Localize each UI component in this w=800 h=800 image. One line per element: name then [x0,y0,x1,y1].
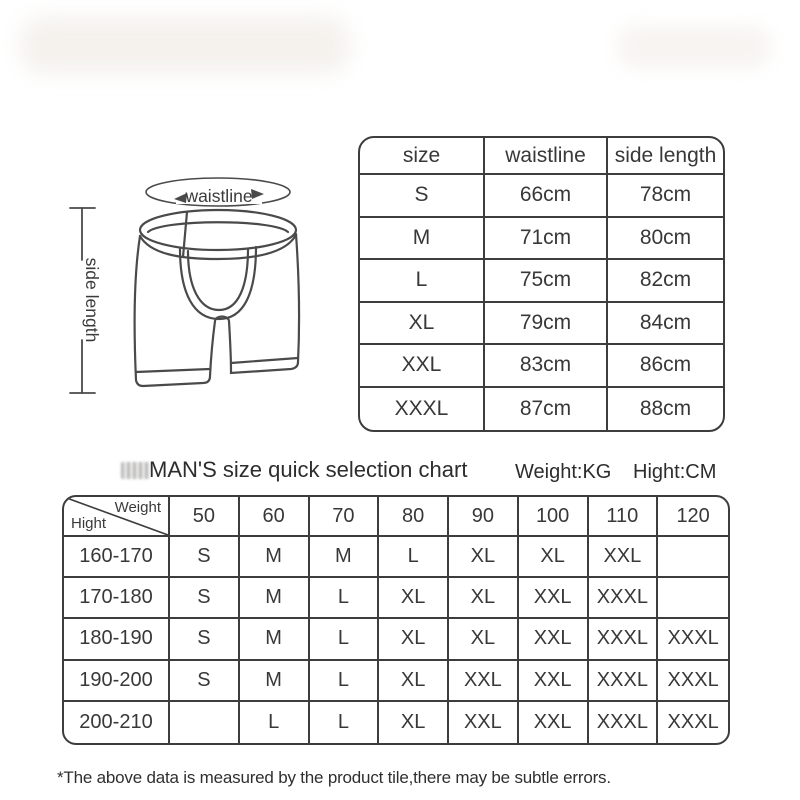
size-cell: XXL [360,345,485,388]
height-range-cell: 200-210 [64,702,170,743]
size-cell: XL [519,537,589,578]
size-cell: L [310,619,380,660]
side-length-column-header: side length [608,138,723,175]
waistline-cell: 71cm [485,218,608,261]
side-length-cell: 88cm [639,396,692,420]
size-cell: XXL [449,661,519,702]
size-cell [658,537,728,578]
weight-header-cell: 70 [310,497,380,537]
height-range-cell: 170-180 [64,578,170,619]
waistline-cell: 75cm [485,260,608,303]
weight-unit-label: Weight:KG [515,461,612,483]
size-cell: XXXL [658,619,728,660]
size-cell: XXL [519,661,589,702]
size-cell: XXXL [667,710,719,733]
chart-title: MAN'S size quick selection chart [149,457,468,482]
side-length-cell: 82cm [608,260,723,303]
weight-header-cell: 120 [658,497,728,537]
size-cell: L [310,702,380,743]
size-cell: M [310,537,380,578]
size-cell: S [170,578,240,619]
weight-header-cell: 50 [170,497,240,537]
size-cell: XL [449,619,519,660]
boxer-shorts-illustration [50,146,330,424]
weight-header-cell: 60 [240,497,310,537]
size-cell: XL [449,578,519,619]
size-cell: XXL [519,702,589,743]
size-cell: XL [379,578,449,619]
size-cell: M [240,661,310,702]
size-cell: XL [379,619,449,660]
size-cell: L [310,661,380,702]
disclaimer-footnote: *The above data is measured by the product tile,there may be subtle errors. [57,768,611,787]
weight-header-cell: 110 [589,497,659,537]
side-length-label: side length [82,257,102,343]
waistline-cell: 79cm [485,303,608,346]
size-cell [658,578,728,619]
measurement-table [358,136,725,432]
size-cell: M [240,619,310,660]
size-cell: XXXL [360,388,485,431]
size-cell: XL [379,661,449,702]
waistline-cell: 83cm [485,345,608,388]
weight-header-cell: 80 [379,497,449,537]
size-cell: XXL [589,537,659,578]
size-cell: XXXL [658,661,728,702]
corner-header-cell [64,497,170,537]
corner-weight-label: Weight [114,499,161,516]
size-cell [170,702,240,743]
height-range-cell: 160-170 [64,537,170,578]
size-cell: XXXL [589,578,659,619]
weight-header-cell: 100 [519,497,589,537]
size-cell: M [240,578,310,619]
size-cell: S [360,175,485,218]
size-selection-table [62,495,730,745]
size-column-header: size [360,138,485,175]
size-cell: L [379,537,449,578]
size-cell: L [360,260,485,303]
size-cell: S [170,537,240,578]
size-cell: XXL [519,619,589,660]
size-cell: XXXL [589,619,659,660]
height-range-cell: 190-200 [64,661,170,702]
size-cell: XL [449,537,519,578]
size-cell: S [170,661,240,702]
erased-text-smudge [121,462,150,479]
size-cell: XXL [519,578,589,619]
size-cell: S [170,619,240,660]
waistline-cell: 66cm [485,175,608,218]
size-cell: XL [360,303,485,346]
side-length-cell: 84cm [608,303,723,346]
waistline-label: waistline [185,186,253,206]
size-diagram [50,146,330,424]
height-range-cell: 180-190 [64,619,170,660]
scan-smudge-left [20,16,350,74]
corner-height-label: Hight [71,515,107,532]
side-length-cell: 78cm [608,175,723,218]
size-cell: L [310,578,380,619]
waistline-cell: 87cm [485,388,608,431]
size-cell: XL [379,702,449,743]
size-cell: M [240,537,310,578]
side-length-cell: 86cm [608,345,723,388]
waistline-column-header: waistline [485,138,608,175]
size-cell: XXXL [589,661,659,702]
height-unit-label: Hight:CM [633,461,717,483]
side-length-cell: 80cm [608,218,723,261]
size-cell: L [240,702,310,743]
size-cell: XXL [449,702,519,743]
size-cell: XXXL [589,702,659,743]
size-cell: M [360,218,485,261]
weight-header-cell: 90 [449,497,519,537]
scan-smudge-right [618,26,770,68]
waistline-measure [146,178,290,206]
